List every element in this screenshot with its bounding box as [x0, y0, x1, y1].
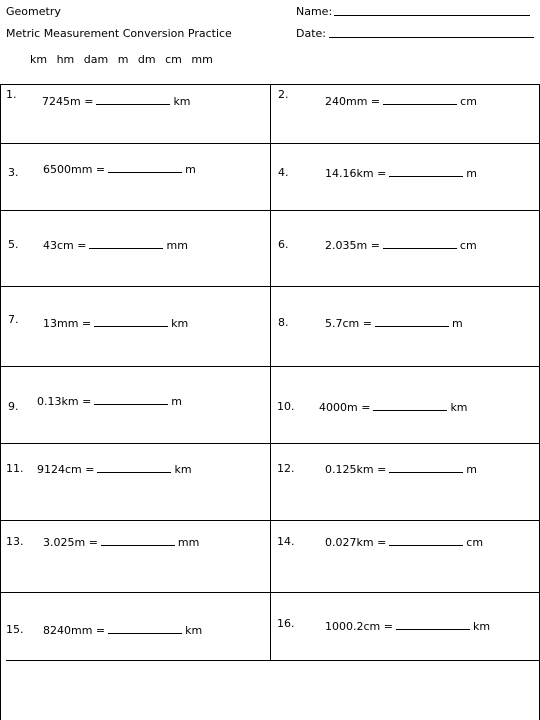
- problem-expression: 240mm =: [325, 95, 381, 108]
- problem: [37, 462, 192, 476]
- answer-blank[interactable]: [373, 400, 447, 411]
- problem-unit: cm: [466, 536, 484, 549]
- problem: [325, 462, 477, 476]
- grid-rule: [0, 84, 1, 720]
- problem-expression: 1000.2cm =: [325, 620, 393, 633]
- answer-blank[interactable]: [94, 394, 168, 405]
- worksheet-title: Metric Measurement Conversion Practice: [6, 27, 232, 40]
- problem-expression: 9124cm =: [37, 463, 95, 476]
- problem-expression: 13mm =: [43, 317, 92, 330]
- problem-number: 10.: [277, 400, 295, 413]
- problem: [43, 316, 188, 330]
- problem-expression: 2.035m =: [325, 239, 380, 252]
- answer-blank[interactable]: [396, 619, 470, 630]
- answer-blank[interactable]: [94, 316, 168, 327]
- problem: [42, 94, 191, 108]
- problem: [43, 162, 196, 176]
- problem-expression: 7245m =: [42, 95, 94, 108]
- problem-expression: 43cm =: [43, 239, 87, 252]
- problem-unit: m: [185, 163, 196, 176]
- unit-ladder: km hm dam m dm cm mm: [30, 53, 213, 66]
- problem: [325, 619, 490, 633]
- answer-blank[interactable]: [383, 94, 457, 105]
- answer-blank[interactable]: [101, 535, 175, 546]
- answer-blank[interactable]: [108, 162, 182, 173]
- answer-blank[interactable]: [108, 623, 182, 634]
- problem-unit: mm: [177, 536, 200, 549]
- answer-blank[interactable]: [389, 535, 463, 546]
- problem-number: 7.: [8, 313, 19, 326]
- problem-number: 6.: [278, 238, 289, 251]
- problem: [325, 166, 477, 180]
- problem-unit: km: [171, 317, 189, 330]
- date-field[interactable]: [329, 37, 534, 38]
- problem-expression: 8240mm =: [43, 624, 106, 637]
- name-label: Name:: [296, 5, 333, 18]
- problem-expression: 0.125km =: [325, 463, 387, 476]
- date-label: Date:: [296, 27, 326, 40]
- course-title: Geometry: [6, 5, 61, 18]
- problem: [43, 238, 188, 252]
- problem-number: 8.: [278, 316, 289, 329]
- problem-expression: 3.025m =: [43, 536, 98, 549]
- problem-expression: 6500mm =: [43, 163, 106, 176]
- problem-unit: m: [451, 317, 463, 330]
- problem-number: 13.: [6, 535, 24, 548]
- problem-expression: 5.7cm =: [325, 317, 372, 330]
- answer-blank[interactable]: [97, 462, 171, 473]
- problem-expression: 14.16km =: [325, 167, 387, 180]
- problem-number: 14.: [277, 535, 295, 548]
- problem: [325, 535, 483, 549]
- grid-rule: [6, 660, 540, 661]
- problem-number: 12.: [277, 462, 295, 475]
- grid-rule: [270, 84, 271, 660]
- problem-unit: km: [174, 463, 192, 476]
- name-field[interactable]: [334, 15, 530, 16]
- problem-expression: 0.027km =: [325, 536, 387, 549]
- answer-blank[interactable]: [389, 462, 463, 473]
- problem-expression: 4000m =: [319, 401, 371, 414]
- problem: [43, 623, 202, 637]
- problem: [43, 535, 199, 549]
- problem-number: 3.: [8, 166, 19, 179]
- answer-blank[interactable]: [375, 316, 449, 327]
- problem-number: 9.: [8, 400, 19, 413]
- problem: [325, 238, 477, 252]
- problem: [37, 394, 182, 408]
- problem-number: 2.: [278, 88, 289, 101]
- answer-blank[interactable]: [89, 238, 163, 249]
- problem-unit: cm: [459, 239, 477, 252]
- problem-expression: 0.13km =: [37, 395, 92, 408]
- problem-unit: km: [450, 401, 468, 414]
- problem-unit: m: [171, 395, 183, 408]
- answer-blank[interactable]: [96, 94, 170, 105]
- problem-number: 16.: [277, 617, 295, 630]
- problem: [325, 316, 463, 330]
- answer-blank[interactable]: [389, 166, 463, 177]
- problem-unit: cm: [460, 95, 477, 108]
- problem-number: 4.: [278, 166, 289, 179]
- problem-unit: km: [472, 620, 491, 633]
- problem-number: 1.: [6, 88, 17, 101]
- problem: [319, 400, 468, 414]
- problem-number: 11.: [6, 462, 24, 475]
- problem-unit: m: [466, 167, 478, 180]
- answer-blank[interactable]: [383, 238, 457, 249]
- problem-unit: mm: [166, 239, 188, 252]
- problem-unit: m: [466, 463, 478, 476]
- problem-unit: km: [185, 624, 203, 637]
- problem-unit: km: [173, 95, 191, 108]
- problem: [325, 94, 477, 108]
- problem-number: 15.: [6, 623, 24, 636]
- problem-number: 5.: [8, 238, 19, 251]
